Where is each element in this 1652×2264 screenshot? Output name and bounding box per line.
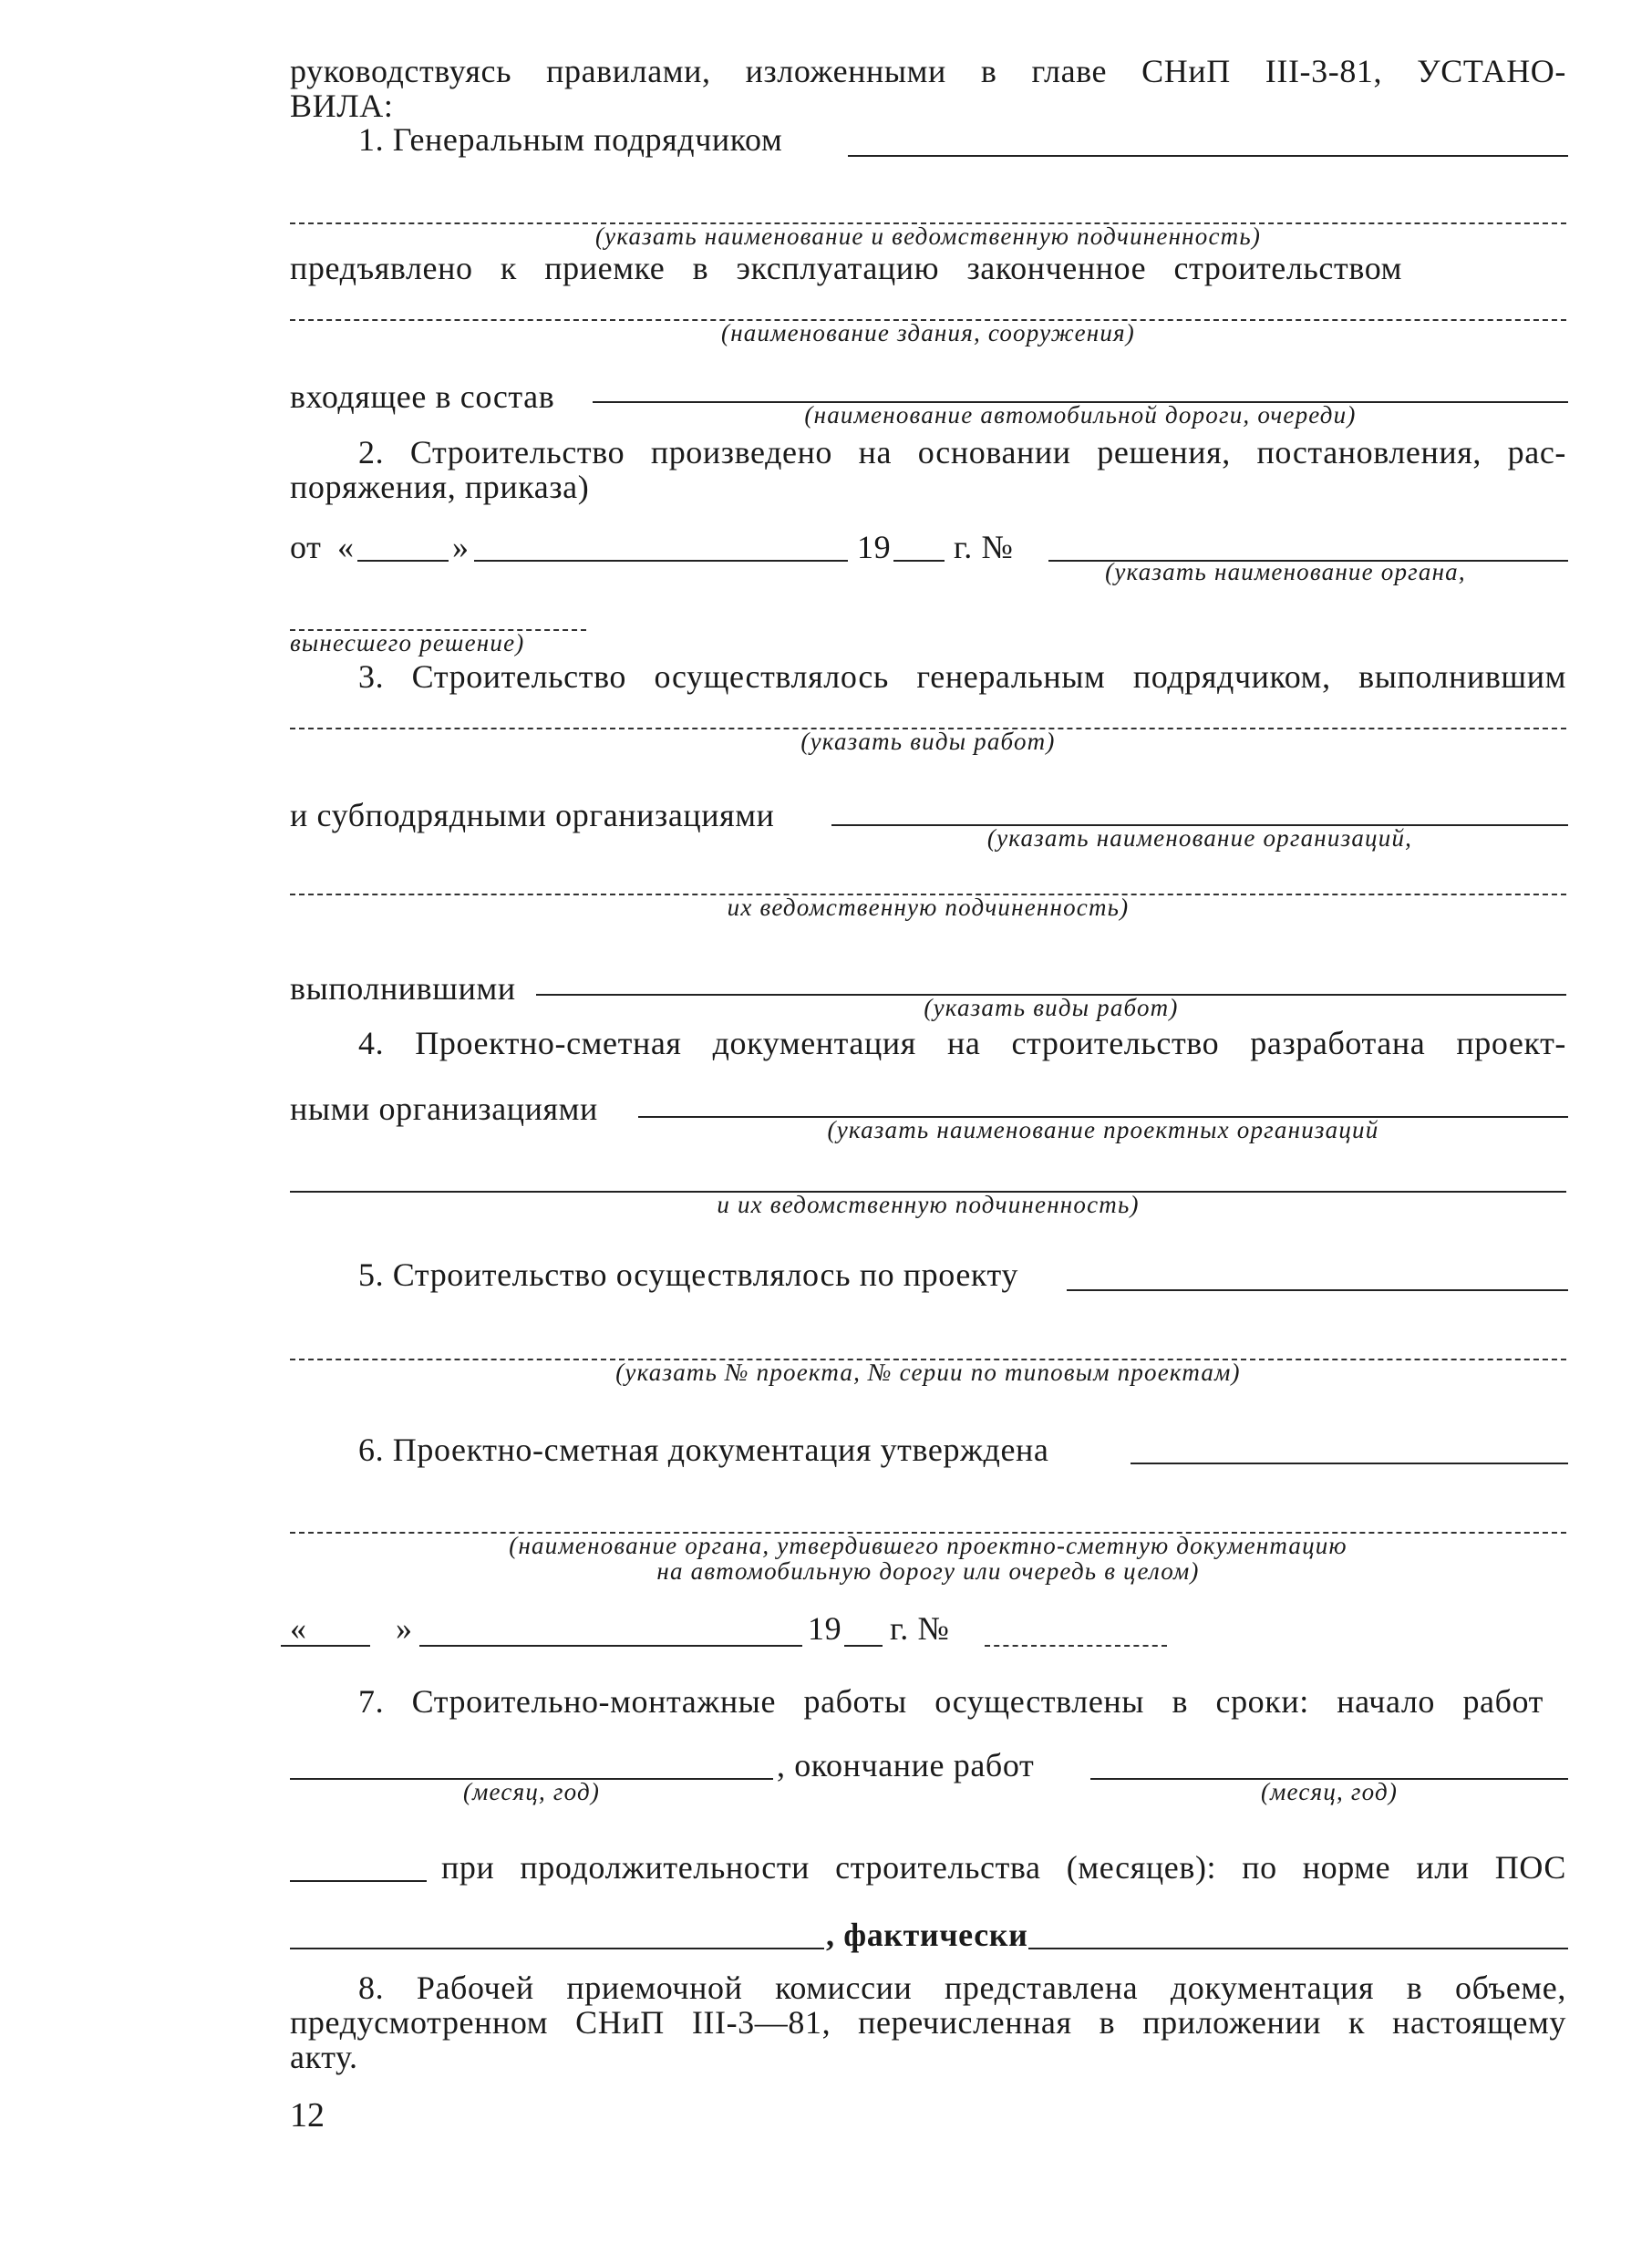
caption-approved-scope: на автомобильную дорогу или очередь в целом) — [656, 1557, 1200, 1585]
section-7-line-1: 7. Строительно-монтажные работы осуществлены в сроки: начало работ — [358, 1683, 1544, 1720]
from-label: от — [290, 529, 322, 565]
year-prefix-2: 19 — [808, 1610, 842, 1647]
section-3-line-1: 3. Строительство осуществлялось генеральным подрядчиком, выполнившим — [358, 658, 1566, 695]
section-4-line-1: 4. Проектно-сметная документация на строительство разработана проект- — [358, 1025, 1566, 1061]
month-line-2[interactable] — [419, 1645, 802, 1647]
section-8-line-2: предусмотренном СНиП III-3—81, перечисленная в приложении к настоящему — [290, 2004, 1566, 2041]
caption-work-types: (указать виды работ) — [800, 728, 1056, 755]
year-line[interactable] — [893, 560, 945, 562]
part-of-label: входящее в состав — [290, 378, 555, 415]
section-5-label: 5. Строительство осуществлялось по проекту — [358, 1256, 1018, 1293]
year-line-2[interactable] — [844, 1645, 883, 1647]
section-1-text: предъявлено к приемке в эксплуатацию законченное строительством — [290, 250, 1402, 286]
caption-design-subordination: и их ведомственную подчиненность) — [717, 1191, 1140, 1218]
caption-organ-b: вынесшего решение) — [290, 629, 525, 656]
caption-organ-a: (указать наименование органа, — [1105, 558, 1466, 585]
caption-general-contractor: (указать наименование и ведомственную подчиненность) — [594, 222, 1262, 250]
quote-open-2: « — [290, 1610, 307, 1647]
year-prefix: 19 — [857, 529, 892, 565]
quote-open: « — [337, 529, 355, 565]
intro-line-2: ВИЛА: — [290, 88, 394, 124]
actual-label: , фактически — [826, 1917, 1028, 1953]
caption-road-name: (наименование автомобильной дороги, очереди) — [804, 401, 1357, 429]
project-line[interactable] — [1067, 1289, 1568, 1291]
caption-subordination: их ведомственную подчиненность) — [727, 894, 1130, 921]
actual-duration-line[interactable] — [1028, 1948, 1568, 1949]
duration-text: при продолжительности строительства (месяцев): по норме или ПОС — [441, 1849, 1566, 1886]
caption-design-orgs: (указать наименование проектных организаций — [827, 1116, 1379, 1143]
caption-start-date: (месяц, год) — [462, 1778, 601, 1805]
year-suffix-2: г. № — [890, 1610, 950, 1647]
section-1-label: 1. Генеральным подрядчиком — [358, 121, 783, 158]
intro-line-1: руководствуясь правилами, изложенными в главе СНиП III-3-81, УСТАНО- — [290, 53, 1566, 89]
approved-line[interactable] — [1131, 1463, 1568, 1464]
performed-label: выполнившими — [290, 970, 516, 1007]
quote-close: » — [452, 529, 470, 565]
duration-line[interactable] — [290, 1880, 427, 1882]
caption-organizations: (указать наименование организаций, — [986, 824, 1413, 852]
section-8-line-1: 8. Рабочей приемочной комиссии представлена документация в объеме, — [358, 1969, 1566, 2006]
section-2-line-1: 2. Строительство произведено на основании решения, постановления, рас- — [358, 434, 1566, 470]
section-6-label: 6. Проектно-сметная документация утверждена — [358, 1432, 1049, 1468]
section-2-line-2: поряжения, приказа) — [290, 469, 590, 505]
day-line[interactable] — [357, 560, 449, 562]
month-line[interactable] — [474, 560, 848, 562]
day-line-2[interactable] — [281, 1645, 370, 1647]
design-orgs-label: ными организациями — [290, 1091, 598, 1127]
page-number: 12 — [290, 2096, 325, 2135]
quote-close-2: » — [396, 1610, 413, 1647]
end-date-label: , окончание работ — [777, 1747, 1035, 1783]
section-8-line-3: акту. — [290, 2039, 358, 2075]
norm-duration-line[interactable] — [290, 1948, 824, 1949]
caption-project: (указать № проекта, № серии по типовым проектам) — [615, 1359, 1241, 1386]
approval-number-line[interactable] — [985, 1645, 1167, 1647]
year-suffix: г. № — [954, 529, 1014, 565]
subcontractors-label: и субподрядными организациями — [290, 797, 775, 833]
caption-building-name: (наименование здания, сооружения) — [721, 319, 1135, 346]
caption-approved-by: (наименование органа, утвердившего проектно-сметную документацию — [509, 1532, 1347, 1559]
general-contractor-line[interactable] — [848, 155, 1568, 157]
caption-performed-works: (указать виды работ) — [924, 994, 1179, 1021]
caption-end-date: (месяц, год) — [1260, 1778, 1399, 1805]
